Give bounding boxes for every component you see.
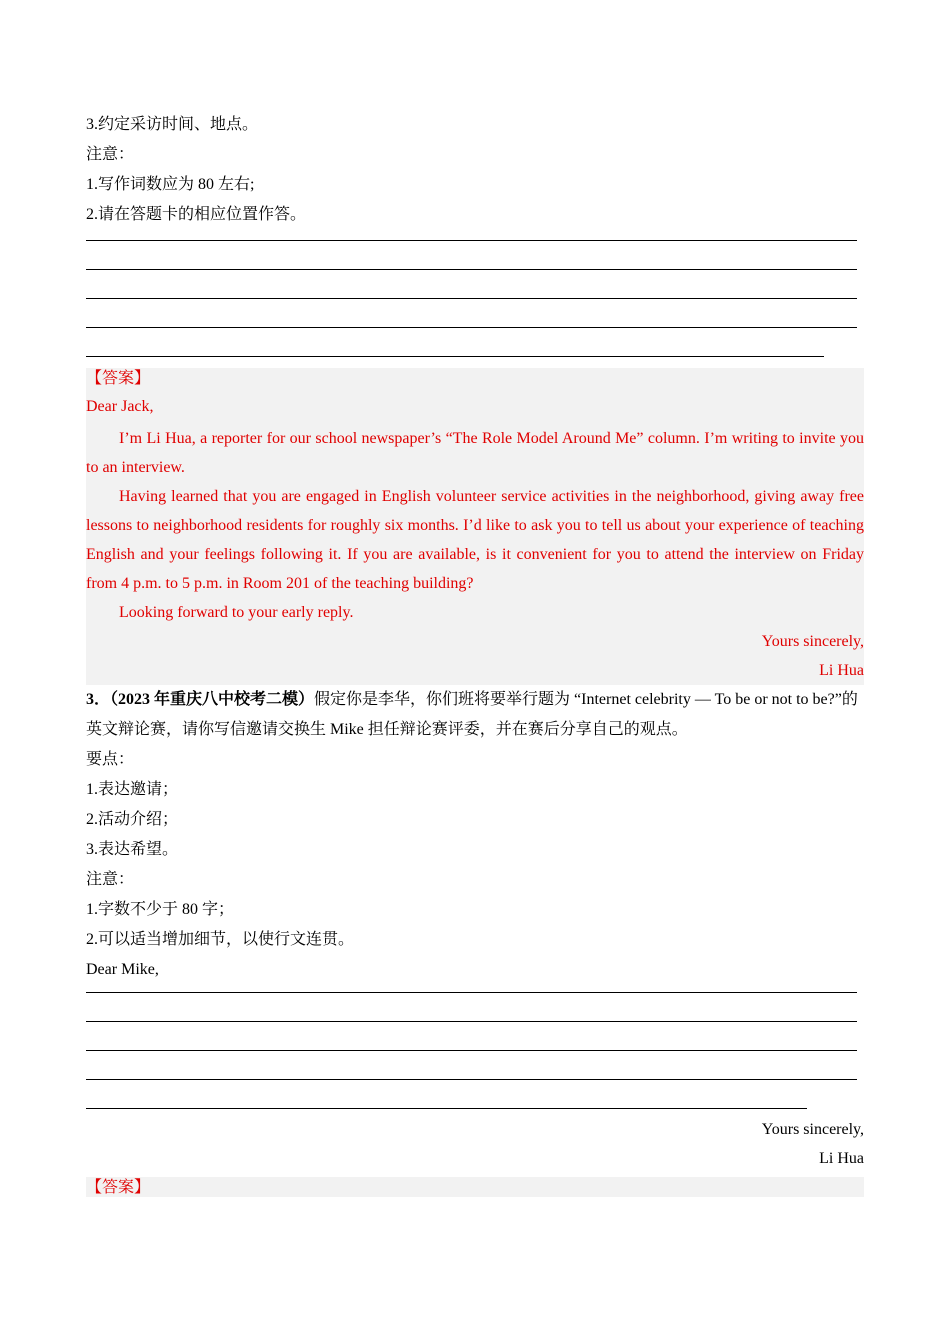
question-3-prompt [86,685,864,745]
point-3: 3.表达希望。 [86,841,179,858]
note-1: 1.字数不少于 80 字； [86,901,235,918]
question-closing: Yours sincerely, [761,1121,864,1138]
prev-note-2: 2.请在答题卡的相应位置作答。 [86,206,307,223]
answer-label-2: 【答案】 [86,1177,864,1197]
letter-closing: Yours sincerely, [761,633,864,650]
question-text: 假定你是李华，你们班将要举行题为 “Internet celebrity — To be or not to be?”的英文辩论赛，请你写信邀请交换生 Mike 担任辩论赛评委，并在赛后分享自己的观点。 [86,691,858,738]
letter-signature: Li Hua [819,662,864,679]
letter-paragraph-1: I’m Li Hua, a reporter for our school newspaper’s “The Role Model Around Me” column. I’m writing to invite you to an interview. [86,430,864,476]
point-2: 2.活动介绍； [86,811,179,828]
question-signature: Li Hua [819,1150,864,1167]
letter-greeting: Dear Jack, [86,398,154,415]
answer-line [86,1021,857,1022]
answer-block-1 [86,368,864,685]
answer-line [86,1050,857,1051]
answer-line [86,298,857,299]
answer-line [86,240,857,241]
answer-label: 【答案】 [86,370,151,387]
question-source: （2023 年重庆八中校考二模） [110,691,315,708]
points-label: 要点： [86,751,135,768]
answer-lines-2 [86,992,864,1109]
letter-paragraph-2: Having learned that you are engaged in English volunteer service activities in the neighborhood, giving away free lessons to neighborhood residents for roughly six months. I’d like to ask you to tell us about your experience of teaching English and your feelings following it. If you are available, is it convenient for you to attend the interview on Friday from 4 p.m. to 5 p.m. in Room 201 of the teaching building? [86,488,864,592]
point-1: 1.表达邀请； [86,781,179,798]
notes-label: 注意： [86,871,135,888]
note-2: 2.可以适当增加细节，以使行文连贯。 [86,931,355,948]
prev-note-1: 1.写作词数应为 80 左右; [86,176,255,193]
answer-line [86,269,857,270]
prev-point-3: 3.约定采访时间、地点。 [86,116,259,133]
answer-line [86,1079,857,1080]
answer-line [86,356,824,357]
letter-greeting-mike: Dear Mike, [86,961,159,978]
document-page [86,110,864,1197]
letter-paragraph-3: Looking forward to your early reply. [119,604,354,621]
prev-notes-label: 注意： [86,146,135,163]
question-number: 3． [86,691,111,708]
answer-line [86,327,857,328]
answer-line [86,992,857,993]
answer-lines-1 [86,240,864,357]
answer-line [86,1108,807,1109]
